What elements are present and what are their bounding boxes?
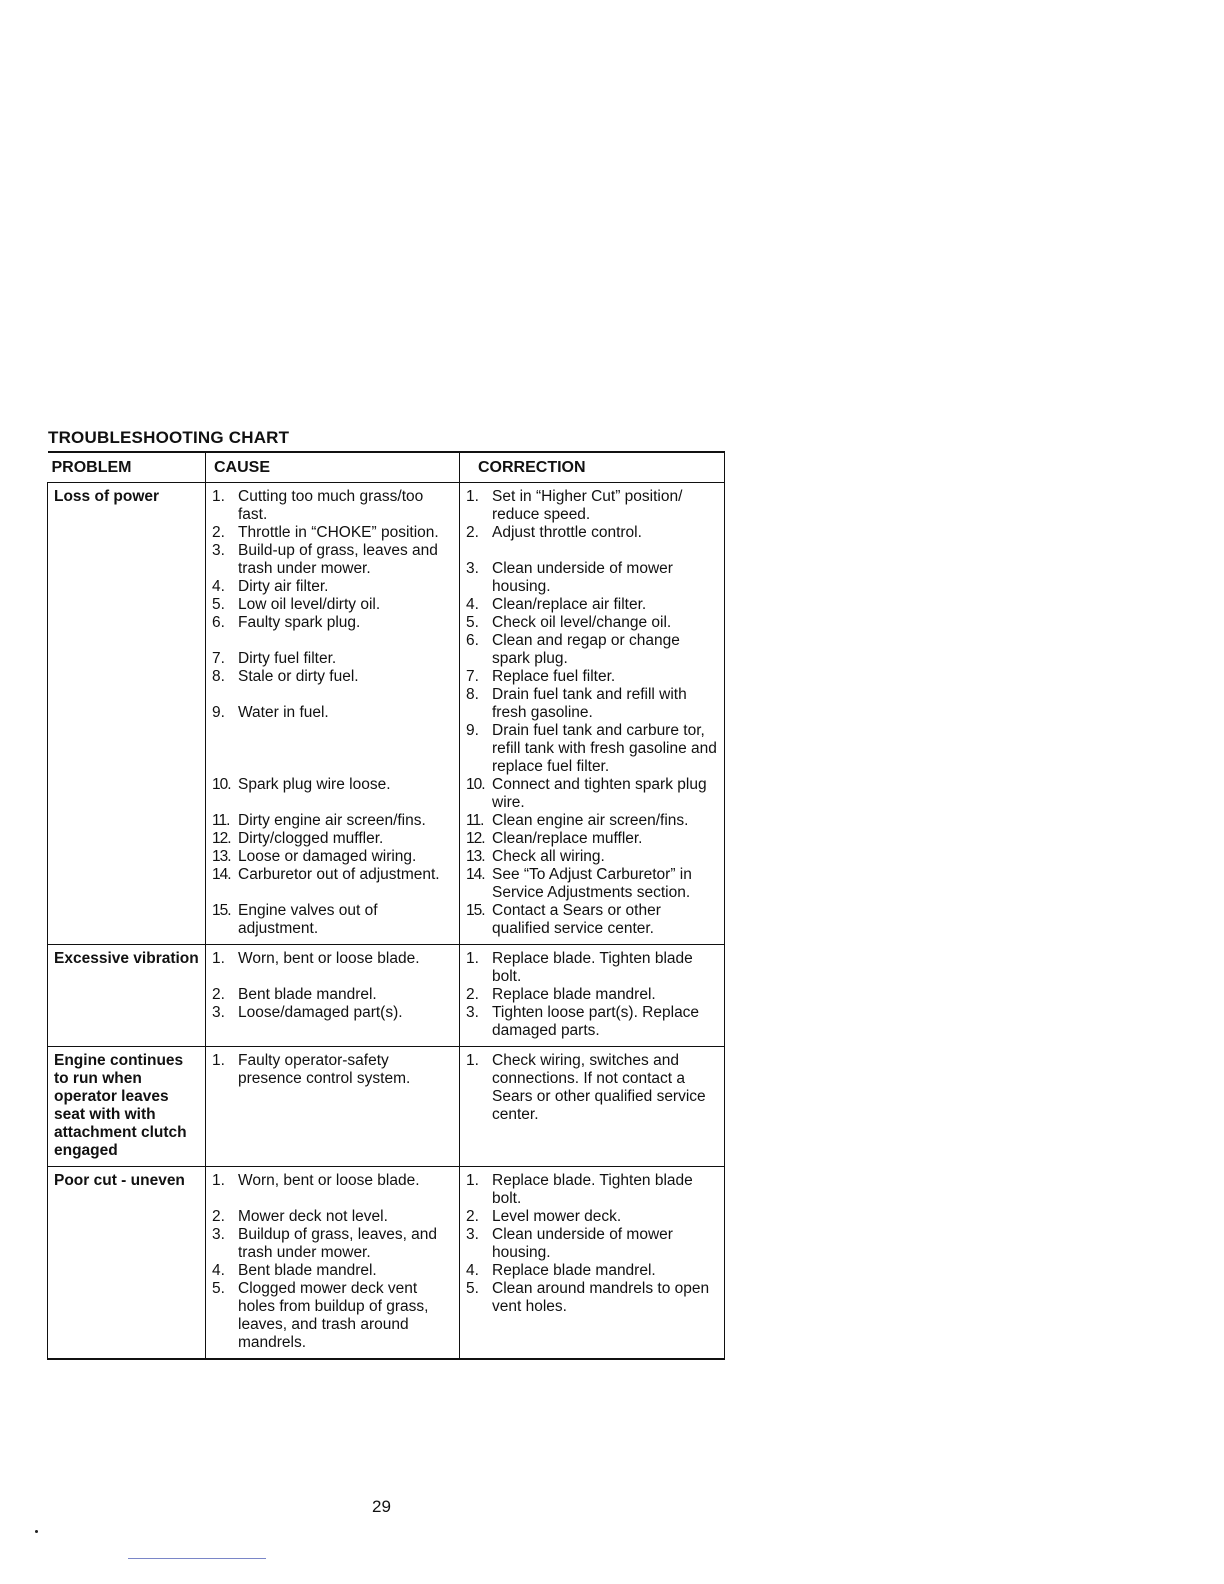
list-item: 10. Spark plug wire loose. — [212, 776, 391, 793]
header-correction: CORRECTION — [460, 452, 725, 483]
list-item: 2. Adjust throttle control. — [466, 524, 642, 541]
table-row — [48, 1047, 725, 1167]
cause-list — [212, 1052, 455, 1088]
list-item: 9. Water in fuel. — [212, 704, 329, 721]
list-item: 2. Level mower deck. — [466, 1208, 622, 1225]
list-item: 5. Clean around mandrels to open vent holes. — [466, 1280, 710, 1315]
header-problem: PROBLEM — [48, 452, 206, 483]
scan-speck — [35, 1530, 38, 1533]
list-item: 8. Stale or dirty fuel. — [212, 668, 359, 685]
table-row — [48, 945, 725, 1047]
cause-cell — [206, 1047, 460, 1167]
correction-cell — [460, 1167, 725, 1360]
list-item: 13. Loose or damaged wiring. — [212, 848, 417, 865]
list-item: 4. Bent blade mandrel. — [212, 1262, 377, 1279]
list-item: 12. Dirty/clogged muffler. — [212, 830, 384, 847]
list-item: 3. Clean underside of mower housing. — [466, 560, 673, 595]
list-item: 1. Replace blade. Tighten blade bolt. — [466, 950, 693, 985]
list-item: 1. Cutting too much grass/too fast. — [212, 488, 424, 523]
list-item: 9. Drain fuel tank and carbure tor, refill tank with fresh gasoline and replace fuel filter. — [466, 722, 717, 775]
cause-cell — [206, 483, 460, 945]
correction-cell — [460, 483, 725, 945]
list-item: 7. Replace fuel filter. — [466, 668, 616, 685]
list-item: 1. Check wiring, switches and connections. If not contact a Sears or other qualified service center. — [466, 1052, 706, 1123]
cause-cell — [206, 1167, 460, 1360]
problem-cell: Engine continues to run when operator leaves seat with with attachment clutch engaged — [48, 1047, 206, 1167]
list-item: 1. Set in “Higher Cut” position/ reduce speed. — [466, 488, 683, 523]
list-item: 15. Contact a Sears or other qualified service center. — [466, 902, 661, 937]
list-item: 2. Mower deck not level. — [212, 1208, 388, 1225]
cause-list — [212, 1172, 455, 1352]
list-item: 3. Clean underside of mower housing. — [466, 1226, 673, 1261]
list-item: 1. Worn, bent or loose blade. — [212, 950, 420, 967]
list-item: 12. Clean/replace muffler. — [466, 830, 643, 847]
list-item: 11. Dirty engine air screen/fins. — [212, 812, 426, 829]
list-item: 5. Clogged mower deck vent holes from buildup of grass, leaves, and trash around mandrels. — [212, 1280, 429, 1351]
table-row — [48, 483, 725, 945]
troubleshooting-table — [47, 451, 725, 1360]
list-item: 7. Dirty fuel filter. — [212, 650, 337, 667]
list-item: 11. Clean engine air screen/fins. — [466, 812, 689, 829]
problem-cell: Poor cut - uneven — [48, 1167, 206, 1360]
list-item: 14. See “To Adjust Carburetor” in Service Adjustments section. — [466, 866, 692, 901]
list-item: 2. Bent blade mandrel. — [212, 986, 377, 1003]
header-cause: CAUSE — [206, 452, 460, 483]
cause-list — [212, 950, 455, 1040]
chart-title: TROUBLESHOOTING CHART — [48, 428, 290, 447]
list-item: 15. Engine valves out of adjustment. — [212, 902, 378, 937]
cause-list — [212, 488, 455, 938]
list-item: 4. Dirty air filter. — [212, 578, 329, 595]
list-item: 6. Faulty spark plug. — [212, 614, 361, 631]
list-item: 4. Replace blade mandrel. — [466, 1262, 656, 1279]
list-item: 1. Worn, bent or loose blade. — [212, 1172, 420, 1189]
list-item: 5. Low oil level/dirty oil. — [212, 596, 381, 613]
list-item: 3. Tighten loose part(s). Replace damaged parts. — [466, 1004, 700, 1039]
correction-cell — [460, 1047, 725, 1167]
list-item: 3. Loose/damaged part(s). — [212, 1004, 403, 1021]
correction-list — [466, 488, 720, 938]
list-item: 13. Check all wiring. — [466, 848, 605, 865]
table-row — [48, 1167, 725, 1360]
problem-cell: Excessive vibration — [48, 945, 206, 1047]
cause-cell — [206, 945, 460, 1047]
list-item: 1. Replace blade. Tighten blade bolt. — [466, 1172, 693, 1207]
page-number: 29 — [372, 1497, 391, 1516]
correction-cell — [460, 945, 725, 1047]
header-row — [48, 452, 725, 483]
correction-list — [466, 1172, 720, 1316]
list-item: 3. Build-up of grass, leaves and trash under mower. — [212, 542, 438, 577]
list-item: 2. Replace blade mandrel. — [466, 986, 656, 1003]
list-item: 2. Throttle in “CHOKE” position. — [212, 524, 439, 541]
list-item: 3. Buildup of grass, leaves, and trash under mower. — [212, 1226, 438, 1261]
list-item: 14. Carburetor out of adjustment. — [212, 866, 440, 883]
footer-line — [128, 1558, 266, 1559]
list-item: 10. Connect and tighten spark plug wire. — [466, 776, 707, 811]
list-item: 6. Clean and regap or change spark plug. — [466, 632, 680, 667]
correction-list — [466, 1052, 720, 1124]
list-item: 5. Check oil level/change oil. — [466, 614, 672, 631]
correction-list — [466, 950, 720, 1040]
list-item: 1. Faulty operator-safety presence control system. — [212, 1052, 411, 1087]
list-item: 4. Clean/replace air filter. — [466, 596, 647, 613]
problem-cell: Loss of power — [48, 483, 206, 945]
list-item: 8. Drain fuel tank and refill with fresh gasoline. — [466, 686, 687, 721]
